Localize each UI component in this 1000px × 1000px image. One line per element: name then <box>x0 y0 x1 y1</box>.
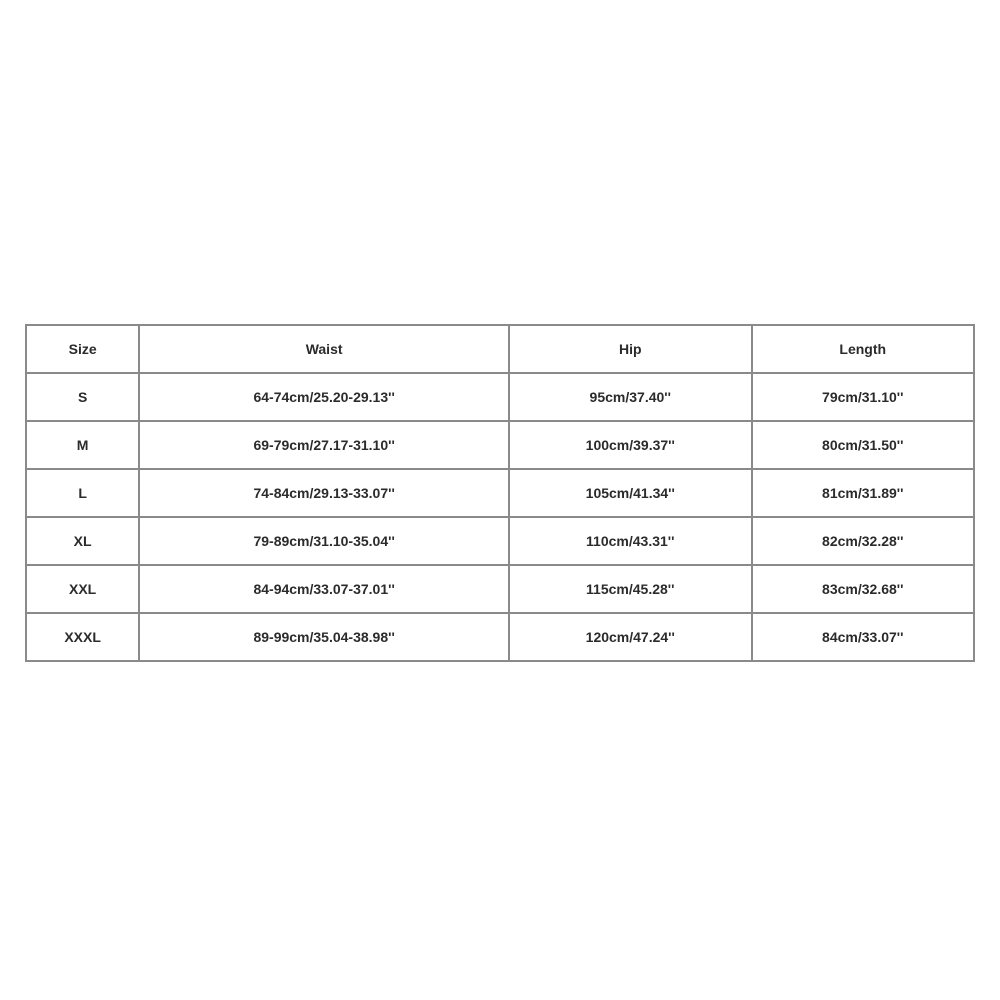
cell-hip: 95cm/37.40'' <box>509 373 752 421</box>
table-row <box>26 421 974 469</box>
table-row <box>26 373 974 421</box>
cell-hip: 115cm/45.28'' <box>509 565 752 613</box>
cell-size: S <box>26 373 139 421</box>
cell-waist: 89-99cm/35.04-38.98'' <box>139 613 509 661</box>
table-row <box>26 517 974 565</box>
cell-waist: 64-74cm/25.20-29.13'' <box>139 373 509 421</box>
cell-length: 83cm/32.68'' <box>752 565 975 613</box>
header-size: Size <box>26 325 139 373</box>
cell-length: 84cm/33.07'' <box>752 613 975 661</box>
cell-hip: 120cm/47.24'' <box>509 613 752 661</box>
cell-size: XL <box>26 517 139 565</box>
table-row <box>26 613 974 661</box>
cell-size: M <box>26 421 139 469</box>
table-header-row <box>26 325 974 373</box>
cell-size: XXXL <box>26 613 139 661</box>
cell-length: 81cm/31.89'' <box>752 469 975 517</box>
table-row <box>26 565 974 613</box>
cell-hip: 105cm/41.34'' <box>509 469 752 517</box>
cell-length: 79cm/31.10'' <box>752 373 975 421</box>
cell-length: 80cm/31.50'' <box>752 421 975 469</box>
cell-length: 82cm/32.28'' <box>752 517 975 565</box>
header-length: Length <box>752 325 975 373</box>
header-waist: Waist <box>139 325 509 373</box>
header-hip: Hip <box>509 325 752 373</box>
cell-hip: 100cm/39.37'' <box>509 421 752 469</box>
cell-waist: 74-84cm/29.13-33.07'' <box>139 469 509 517</box>
cell-waist: 69-79cm/27.17-31.10'' <box>139 421 509 469</box>
cell-waist: 84-94cm/33.07-37.01'' <box>139 565 509 613</box>
cell-size: XXL <box>26 565 139 613</box>
cell-waist: 79-89cm/31.10-35.04'' <box>139 517 509 565</box>
cell-size: L <box>26 469 139 517</box>
table-row <box>26 469 974 517</box>
size-chart-table <box>25 324 975 662</box>
cell-hip: 110cm/43.31'' <box>509 517 752 565</box>
